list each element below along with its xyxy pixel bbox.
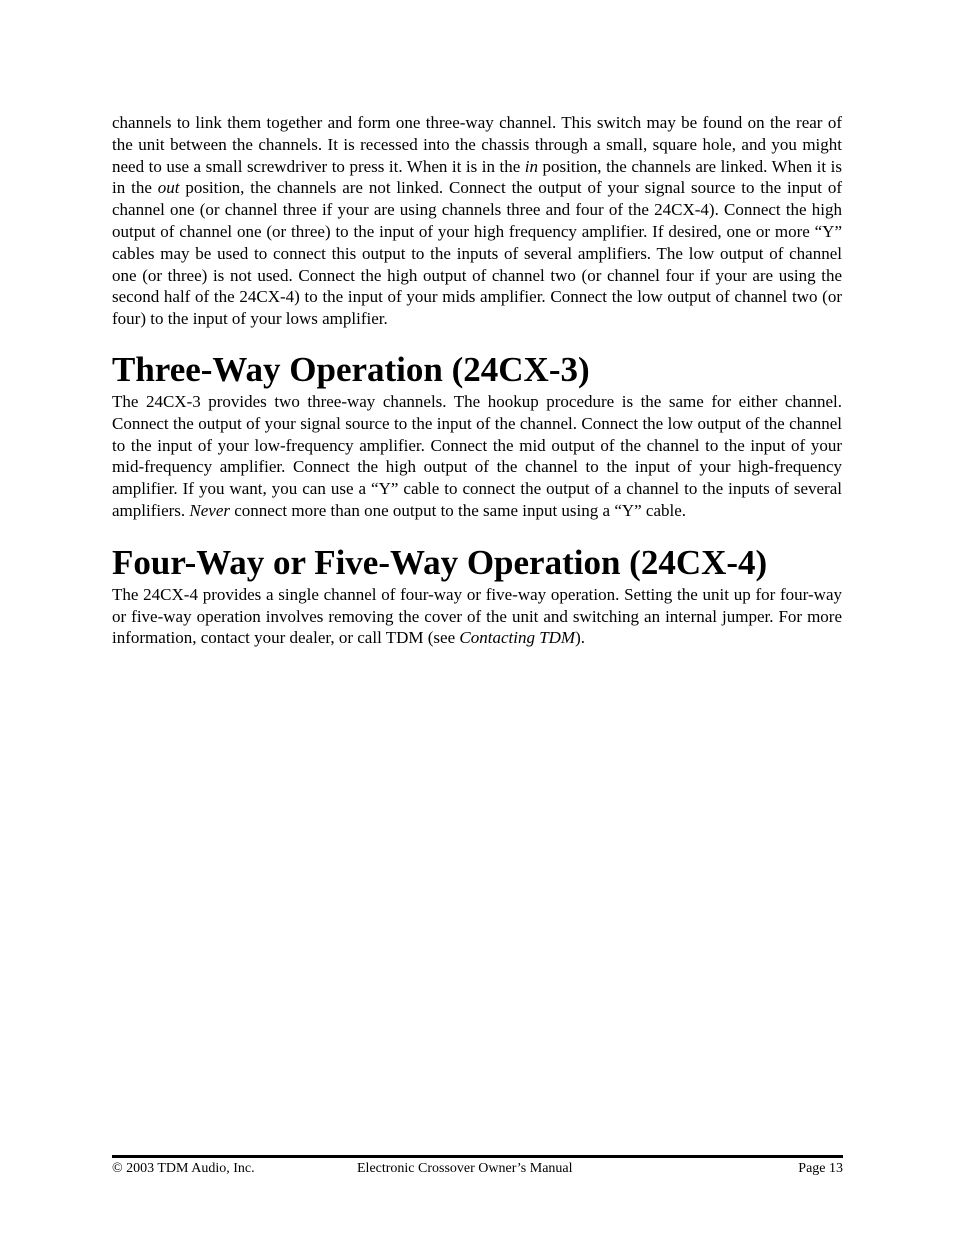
intro-text-3: position, the channels are not linked. Connect the output of your signal source to the input of channel one (or channel three if your are using channels three and four of the 24CX-4). Connect the high output of channel one (or three) to the input of your high frequency amplifier. If desired, one or more “Y” cables may be used to connect this output to the inputs of several amplifiers. The low output of channel one (or three) is not used. Connect the high output of channel two (or channel four if your are using the second half of the 24CX-4) to the input of your mids amplifier. Connect the low output of channel two (or four) to the input of your lows amplifier. — [112, 178, 842, 329]
three-way-emphasis-never: Never — [189, 500, 231, 520]
footer-copyright: © 2003 TDM Audio, Inc. — [112, 1161, 255, 1176]
four-way-text-2: ). — [575, 628, 586, 648]
three-way-text-2: connect more than one output to the same input using a “Y” cable. — [230, 500, 687, 520]
footer-divider — [112, 1155, 843, 1158]
four-way-text-1: The 24CX-4 provides a single channel of four-way or five-way operation. Setting the unit up for four-way or five-way operation involves removing the cover of the unit and switching an internal jumper. For more information, contact your dealer, or call TDM (see — [112, 584, 842, 648]
intro-emphasis-in: in — [524, 156, 538, 176]
four-way-paragraph — [112, 584, 842, 649]
four-way-emphasis-contacting: Contacting TDM — [459, 628, 576, 648]
three-way-text-1: The 24CX-3 provides two three-way channels. The hookup procedure is the same for either channel. Connect the output of your signal source to the input of the channel. Connect the low output of the channel to the input of your low-frequency amplifier. Connect the mid output of the channel to the input of your mid-frequency amplifier. Connect the high output of the channel to the input of your high-frequency amplifier. If you want, you can use a “Y” cable to connect the output of a channel to the inputs of several amplifiers. — [112, 391, 842, 520]
page-footer — [112, 1160, 843, 1180]
footer-manual-title: Electronic Crossover Owner’s Manual — [357, 1161, 573, 1176]
intro-text-2: position, the channels are linked. When it is in the — [112, 156, 842, 198]
page-content — [112, 112, 842, 649]
intro-text-1: channels to link them together and form one three-way channel. This switch may be found on the rear of the unit between the channels. It is recessed into the chassis through a small, square hole, and you might need to use a small screwdriver to press it. When it is in the — [112, 113, 842, 176]
intro-emphasis-out: out — [157, 178, 180, 198]
four-way-heading: Four-Way or Five-Way Operation (24CX-4) — [112, 542, 768, 582]
three-way-heading: Three-Way Operation (24CX-3) — [112, 349, 590, 389]
three-way-paragraph — [112, 391, 842, 522]
intro-paragraph — [112, 112, 842, 330]
footer-page-number: Page 13 — [798, 1161, 843, 1176]
